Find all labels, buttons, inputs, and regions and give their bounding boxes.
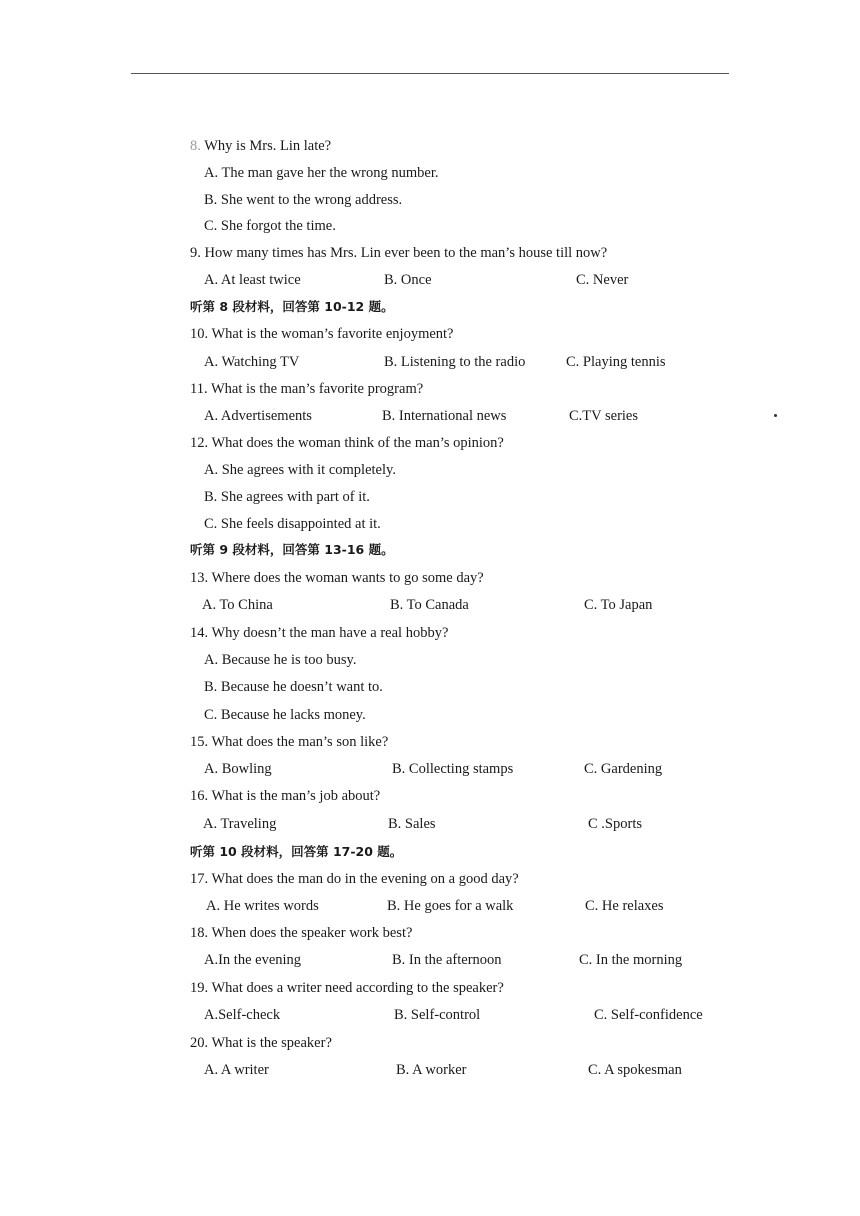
question-number: 14. bbox=[190, 625, 209, 641]
question-number: 17. bbox=[190, 871, 209, 887]
question-text: What is the speaker? bbox=[211, 1035, 332, 1051]
option-9a: A. At least twice bbox=[204, 272, 301, 288]
option-12c: C. She feels disappointed at it. bbox=[204, 516, 381, 532]
question-number: 8. bbox=[190, 138, 201, 154]
header-rule bbox=[131, 73, 729, 74]
question-15 bbox=[190, 733, 388, 751]
option-15b: B. Collecting stamps bbox=[392, 761, 514, 777]
option-18b: B. In the afternoon bbox=[392, 952, 502, 968]
option-16c: C .Sports bbox=[588, 816, 642, 832]
question-17 bbox=[190, 870, 519, 888]
option-10a: A. Watching TV bbox=[204, 354, 300, 370]
option-17a: A. He writes words bbox=[206, 898, 319, 914]
option-13a: A. To China bbox=[202, 597, 273, 613]
option-17c: C. He relaxes bbox=[585, 898, 664, 914]
option-8a: A. The man gave her the wrong number. bbox=[204, 165, 439, 181]
question-13 bbox=[190, 569, 484, 587]
section-10-header: 听第 10 段材料，回答第 17-20 题。 bbox=[190, 844, 403, 859]
option-16a: A. Traveling bbox=[203, 816, 277, 832]
option-14b: B. Because he doesn’t want to. bbox=[204, 679, 383, 695]
question-number: 9. bbox=[190, 245, 201, 261]
question-11 bbox=[190, 380, 423, 398]
option-10c: C. Playing tennis bbox=[566, 354, 666, 370]
question-text: What does the man’s son like? bbox=[211, 734, 389, 750]
question-10 bbox=[190, 325, 454, 343]
option-18c: C. In the morning bbox=[579, 952, 683, 968]
option-15c: C. Gardening bbox=[584, 761, 663, 777]
option-8c: C. She forgot the time. bbox=[204, 218, 336, 234]
question-number: 11. bbox=[190, 381, 208, 397]
option-11b: B. International news bbox=[382, 408, 507, 424]
option-20c: C. A spokesman bbox=[588, 1062, 682, 1078]
option-19c: C. Self-confidence bbox=[594, 1007, 703, 1023]
question-number: 12. bbox=[190, 435, 209, 451]
option-11c: C.TV series bbox=[569, 408, 639, 424]
question-text: When does the speaker work best? bbox=[211, 925, 413, 941]
option-14c: C. Because he lacks money. bbox=[204, 707, 366, 723]
option-16b: B. Sales bbox=[388, 816, 436, 832]
question-number: 20. bbox=[190, 1035, 209, 1051]
option-19b: B. Self-control bbox=[394, 1007, 481, 1023]
option-17b: B. He goes for a walk bbox=[387, 898, 514, 914]
question-9 bbox=[190, 244, 607, 262]
option-12b: B. She agrees with part of it. bbox=[204, 489, 370, 505]
option-13c: C. To Japan bbox=[584, 597, 653, 613]
question-16 bbox=[190, 787, 380, 805]
question-14 bbox=[190, 624, 448, 642]
option-20b: B. A worker bbox=[396, 1062, 467, 1078]
question-number: 15. bbox=[190, 734, 209, 750]
option-20a: A. A writer bbox=[204, 1062, 269, 1078]
question-number: 10. bbox=[190, 326, 209, 342]
section-9-header: 听第 9 段材料，回答第 13-16 题。 bbox=[190, 542, 394, 557]
option-12a: A. She agrees with it completely. bbox=[204, 462, 396, 478]
question-text: How many times has Mrs. Lin ever been to the man’s house till now? bbox=[204, 245, 608, 261]
question-number: 19. bbox=[190, 980, 209, 996]
scan-speck bbox=[774, 414, 777, 417]
question-number: 16. bbox=[190, 788, 209, 804]
question-text: What does the woman think of the man’s opinion? bbox=[211, 435, 504, 451]
question-number: 13. bbox=[190, 570, 209, 586]
question-text: Where does the woman wants to go some day? bbox=[211, 570, 484, 586]
option-10b: B. Listening to the radio bbox=[384, 354, 526, 370]
question-20 bbox=[190, 1034, 332, 1052]
option-11a: A. Advertisements bbox=[204, 408, 312, 424]
question-18 bbox=[190, 924, 412, 942]
question-text: What is the man’s favorite program? bbox=[210, 381, 424, 397]
question-8 bbox=[190, 137, 331, 155]
option-13b: B. To Canada bbox=[390, 597, 469, 613]
question-text: Why doesn’t the man have a real hobby? bbox=[211, 625, 449, 641]
option-8b: B. She went to the wrong address. bbox=[204, 192, 403, 208]
option-9c: C. Never bbox=[576, 272, 629, 288]
option-18a: A.In the evening bbox=[204, 952, 302, 968]
option-19a: A.Self-check bbox=[204, 1007, 281, 1023]
section-8-header: 听第 8 段材料，回答第 10-12 题。 bbox=[190, 299, 394, 314]
question-text: What is the man’s job about? bbox=[211, 788, 381, 804]
question-text: What is the woman’s favorite enjoyment? bbox=[211, 326, 454, 342]
option-14a: A. Because he is too busy. bbox=[204, 652, 357, 668]
option-9b: B. Once bbox=[384, 272, 432, 288]
question-number: 18. bbox=[190, 925, 209, 941]
question-text: What does the man do in the evening on a good day? bbox=[211, 871, 519, 887]
question-text: What does a writer need according to the speaker? bbox=[211, 980, 504, 996]
question-text: Why is Mrs. Lin late? bbox=[204, 138, 332, 154]
question-19 bbox=[190, 979, 504, 997]
question-12 bbox=[190, 434, 504, 452]
option-15a: A. Bowling bbox=[204, 761, 272, 777]
